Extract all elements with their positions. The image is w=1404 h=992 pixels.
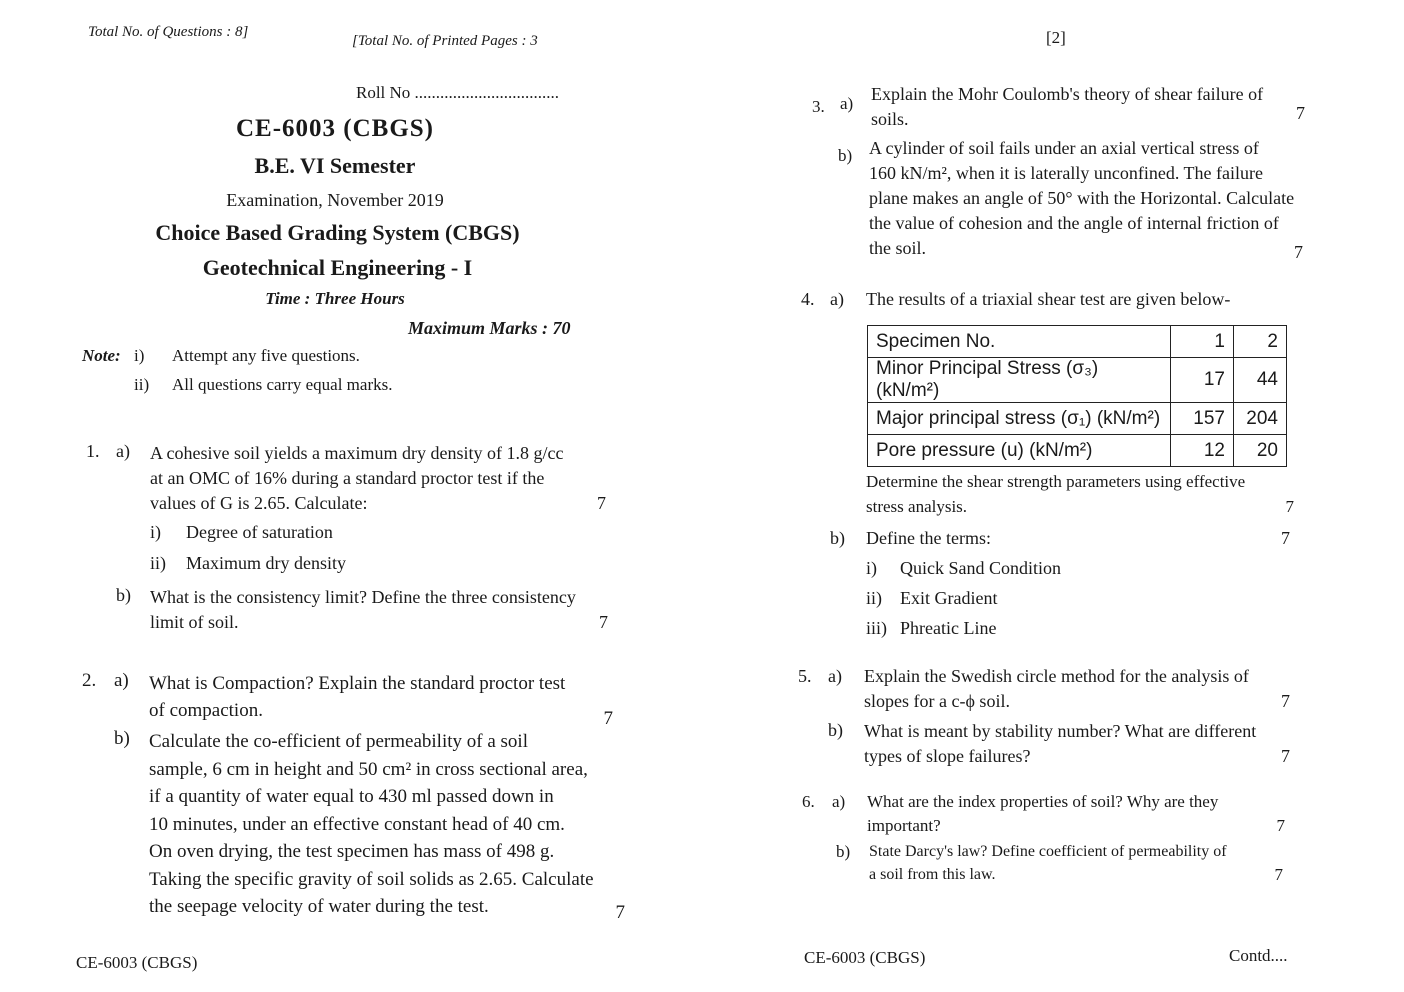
course-code: CE-6003 (CBGS) — [235, 115, 435, 142]
q1-sub-2-text: Maximum dry density — [186, 553, 346, 573]
q6-number: 6. — [802, 792, 815, 811]
q2-b-label: b) — [114, 728, 130, 749]
q1-sub-1-text: Degree of saturation — [186, 522, 333, 542]
text-line: State Darcy's law? Define coefficient of permeability of — [869, 843, 1227, 860]
text-line-content: the soil. — [869, 238, 926, 258]
roll-no: Roll No .................................. — [356, 83, 560, 102]
q1-b-text — [150, 585, 608, 635]
q4-sub-3-text: Phreatic Line — [900, 618, 997, 638]
text-line: A cylinder of soil fails under an axial vertical stress of — [869, 138, 1259, 158]
text-line — [149, 697, 613, 729]
q4-a-marks: 7 — [1285, 497, 1294, 516]
q5-b-label: b) — [828, 720, 843, 740]
maximum-marks: Maximum Marks : 70 — [408, 318, 571, 338]
text-line — [869, 863, 1287, 886]
q1-sub-1-num: i) — [150, 522, 161, 542]
q6-a-label: a) — [832, 792, 846, 811]
note-2-text: All questions carry equal marks. — [172, 375, 393, 394]
q2-number: 2. — [82, 670, 97, 691]
q2-a-text — [149, 670, 613, 729]
table-row — [868, 403, 1287, 435]
q5-b-text — [864, 719, 1292, 769]
text-line-content: types of slope failures? — [864, 746, 1031, 766]
text-line-content: the seepage velocity of water during the test. — [149, 896, 489, 917]
text-line: What is meant by stability number? What are different — [864, 721, 1257, 741]
text-line: the value of cohesion and the angle of internal friction of — [869, 213, 1279, 233]
text-line-content: of compaction. — [149, 700, 263, 721]
q3-b-text — [869, 136, 1303, 261]
text-line-content: soils. — [871, 109, 909, 129]
text-line: if a quantity of water equal to 430 ml passed down in — [149, 786, 554, 807]
table-cell: 2 — [1234, 326, 1287, 358]
q1-sub-2-num: ii) — [150, 553, 166, 573]
text-line: What are the index properties of soil? Why are they — [867, 792, 1219, 811]
text-line-content: slopes for a c-ϕ soil. — [864, 691, 1010, 711]
table-cell: 157 — [1171, 403, 1234, 435]
text-line — [150, 610, 608, 635]
text-line — [864, 689, 1292, 714]
q2-a-label: a) — [114, 670, 129, 691]
text-line-content: important? — [867, 816, 941, 835]
time-allowed: Time : Three Hours — [265, 289, 405, 308]
q3-a-text — [871, 82, 1305, 132]
q4-a-label: a) — [830, 289, 844, 309]
q1-b-marks: 7 — [599, 612, 608, 632]
text-line: sample, 6 cm in height and 50 cm² in cross sectional area, — [149, 758, 588, 780]
right-footer-code: CE-6003 (CBGS) — [804, 948, 926, 967]
q2-b-text — [149, 728, 625, 921]
text-line: On oven drying, the test specimen has mass of 498 g. — [149, 841, 555, 862]
text-line: Explain the Mohr Coulomb's theory of shear failure of — [871, 84, 1264, 104]
q1-a-marks: 7 — [597, 493, 606, 513]
text-line: at an OMC of 16% during a standard proctor test if the — [150, 468, 545, 488]
text-line — [864, 744, 1292, 769]
table-cell: 1 — [1171, 326, 1234, 358]
q5-a-marks: 7 — [1281, 691, 1290, 711]
note-1-text: Attempt any five questions. — [172, 346, 360, 365]
q5-number: 5. — [798, 666, 812, 686]
note-label: Note: — [82, 346, 121, 365]
q4-sub-1-text: Quick Sand Condition — [900, 558, 1061, 578]
table-cell: 44 — [1234, 358, 1287, 403]
text-line: Taking the specific gravity of soil solids as 2.65. Calculate — [149, 868, 594, 890]
q2-b-marks: 7 — [615, 902, 625, 923]
text-line — [867, 814, 1289, 838]
q4-a-after — [866, 469, 1294, 519]
q6-b-marks: 7 — [1274, 865, 1283, 884]
text-line-content: values of G is 2.65. Calculate: — [150, 493, 368, 513]
total-pages: [Total No. of Printed Pages : 3 — [352, 33, 538, 49]
continued-marker: Contd.... — [1229, 946, 1288, 965]
q3-a-label: a) — [840, 94, 854, 113]
table-cell: Major principal stress (σ₁) (kN/m²) — [868, 403, 1171, 435]
q4-sub-3-num: iii) — [866, 618, 887, 638]
text-line: plane makes an angle of 50° with the Horizontal. Calculate — [869, 188, 1295, 208]
total-questions: Total No. of Questions : 8] — [88, 24, 249, 40]
q1-number: 1. — [86, 441, 100, 461]
exam-session: Examination, November 2019 — [226, 190, 444, 210]
text-line: 160 kN/m², when it is laterally unconfined. The failure — [869, 163, 1263, 183]
q3-a-marks: 7 — [1296, 103, 1305, 123]
grading-system: Choice Based Grading System (CBGS) — [155, 220, 520, 245]
text-line: What is Compaction? Explain the standard proctor test — [149, 673, 566, 694]
q4-sub-1-num: i) — [866, 558, 877, 578]
table-cell: 204 — [1234, 403, 1287, 435]
table-row — [868, 358, 1287, 403]
q6-a-text — [867, 790, 1289, 838]
text-line: What is the consistency limit? Define the three consistency — [150, 587, 576, 607]
q5-a-text — [864, 664, 1292, 714]
q4-a-intro: The results of a triaxial shear test are given below- — [866, 289, 1231, 309]
q5-a-label: a) — [828, 666, 842, 686]
q1-b-label: b) — [116, 585, 131, 605]
q3-b-marks: 7 — [1294, 242, 1303, 262]
text-line: Determine the shear strength parameters using effective — [866, 472, 1246, 491]
q3-number: 3. — [812, 97, 825, 116]
q1-a-text — [150, 441, 606, 516]
text-line-content: a soil from this law. — [869, 866, 996, 883]
text-line-content: stress analysis. — [866, 497, 968, 516]
text-line — [869, 236, 1303, 261]
q4-b-marks: 7 — [1281, 528, 1290, 548]
note-2-num: ii) — [134, 375, 150, 394]
text-line — [866, 494, 1294, 519]
left-footer-code: CE-6003 (CBGS) — [76, 953, 198, 972]
q1-a-label: a) — [116, 441, 130, 461]
q4-sub-2-text: Exit Gradient — [900, 588, 998, 608]
text-line: 10 minutes, under an effective constant head of 40 cm. — [149, 813, 565, 835]
text-line — [871, 103, 1305, 132]
q3-b-label: b) — [838, 146, 853, 165]
table-cell: 20 — [1234, 435, 1287, 467]
q6-a-marks: 7 — [1276, 816, 1285, 835]
table-cell: Pore pressure (u) (kN/m²) — [868, 435, 1171, 467]
q4-b-text: Define the terms: — [866, 528, 991, 548]
page-number: [2] — [1046, 28, 1066, 47]
text-line — [150, 491, 606, 516]
text-line: A cohesive soil yields a maximum dry density of 1.8 g/cc — [150, 443, 564, 463]
note-1-num: i) — [134, 346, 145, 365]
text-line: Calculate the co-efficient of permeability of a soil — [149, 731, 528, 752]
triaxial-results-table — [867, 325, 1287, 467]
q6-b-label: b) — [836, 842, 851, 861]
table-row — [868, 326, 1287, 358]
q5-b-marks: 7 — [1281, 746, 1290, 766]
q4-b-label: b) — [830, 528, 845, 548]
text-line-content: limit of soil. — [150, 612, 239, 632]
q4-number: 4. — [801, 289, 815, 309]
text-line — [149, 893, 625, 921]
q4-sub-2-num: ii) — [866, 588, 882, 608]
table-row — [868, 435, 1287, 467]
q2-a-marks: 7 — [603, 708, 613, 729]
subject-title: Geotechnical Engineering - I — [202, 255, 473, 280]
text-line: Explain the Swedish circle method for the analysis of — [864, 666, 1249, 686]
table-cell: 17 — [1171, 358, 1234, 403]
q6-b-text — [869, 840, 1287, 886]
table-cell: Minor Principal Stress (σ₃) (kN/m²) — [868, 358, 1171, 403]
table-cell: 12 — [1171, 435, 1234, 467]
semester: B.E. VI Semester — [254, 153, 416, 178]
table-cell: Specimen No. — [868, 326, 1171, 358]
